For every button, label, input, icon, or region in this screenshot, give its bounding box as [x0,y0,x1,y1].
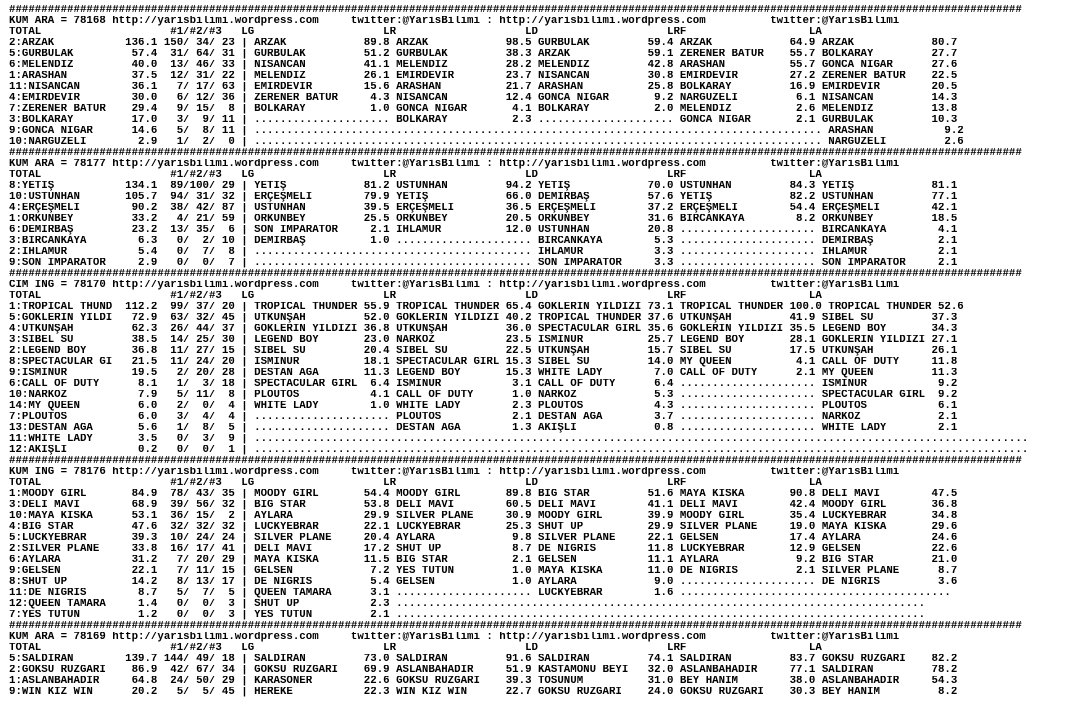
result-row: 3:BİRCANKAYA 6.3 0/ 2/ 10 | DEMİRBAŞ 1.0 ..................... BİRCANKAYA 5.3 ..................... DEMİRBAŞ 2.1 [9,236,958,247]
result-row: 3:DELİ MAVİ 68.9 39/ 56/ 32 | BIG STAR 53.8 DELİ MAVİ 60.5 DELİ MAVİ 41.1 DELİ MAVİ 42.4 MOODY GIRL 36.8 [9,500,958,511]
result-row: 6:DEMİRBAŞ 23.2 13/ 35/ 6 | SON İMPARATOR 2.1 IHLAMUR 12.0 ÜSTÜNHAN 20.8 ..................... BİRCANKAYA 4.1 [9,225,958,236]
result-row: 8:SHUT UP 14.2 8/ 13/ 17 | DE NİGRİS 5.4 GELSEN 1.0 AYLARA 9.0 ..................... DE NİGRİS 3.6 [9,577,958,588]
result-row: 4:BIG STAR 47.6 32/ 32/ 32 | LUCKYEBRAR 22.1 LUCKYEBRAR 25.3 SHUT UP 29.9 SILVER PLANE 19.0 MAYA KISKA 29.6 [9,522,958,533]
section-separator: ############################################################################################################################################################# [9,621,1022,632]
result-row: 4:UTKUNŞAH 62.3 26/ 44/ 37 | GÖKLERİN YILDIZI 36.8 UTKUNŞAH 36.0 SPECTACULAR GIRL 35.6 GÖKLERİN YILDIZI 35.5 LEGEND BOY 34.3 [9,324,958,335]
result-row: 13:DESTAN AGA 5.6 1/ 8/ 5 | ..................... DESTAN AGA 1.3 AKIŞLI 0.8 ..................... WHITE LADY 2.1 [9,423,958,434]
result-row: 8:YETİŞ 134.1 89/100/ 29 | YETİŞ 81.2 ÜSTÜNHAN 94.2 YETİŞ 70.0 ÜSTÜNHAN 84.3 YETİŞ 81.1 [9,181,958,192]
result-row: 2:LEGEND BOY 36.8 11/ 27/ 15 | SİBEL SU 20.4 SİBEL SU 22.5 UTKUNŞAH 15.7 SİBEL SU 17.5 UTKUNŞAH 26.1 [9,346,958,357]
race-header-line: CIM ING = 78170 http://yarisbilimi.wordpress.com twitter:@YarisBilimi : http://yarisbilimi.wordpress.com twitter:@YarisBilimi [9,280,900,291]
result-row: 1:TROPICAL THUND 112.2 99/ 37/ 20 | TROPICAL THUNDER 55.9 TROPICAL THUNDER 65.4 GÖKLERİN YILDIZI 73.1 TROPICAL THUNDER 100.0 TROPICAL THUNDER 52.6 [9,302,964,313]
result-row: 10:ÜSTÜNHAN 105.7 94/ 31/ 32 | ERÇEŞMELİ 79.9 YETİŞ 66.0 DEMİRBAŞ 57.6 YETİŞ 82.2 ÜSTÜNHAN 77.1 [9,192,958,203]
result-row: 2:GÖKSU RÜZGARI 86.9 42/ 67/ 34 | GÖKSU RÜZGARI 69.9 ASLANBAHADIR 51.9 KASTAMONU BEYİ 32.0 ASLANBAHADIR 77.1 SALDIRAN 78.2 [9,665,958,676]
section-separator: ############################################################################################################################################################# [9,148,1022,159]
result-row: 6:MELENDIZ 40.0 13/ 46/ 33 | NİSANCAN 41.1 MELENDIZ 28.2 MELENDIZ 42.8 ARASHAN 55.7 GONCA NİGAR 27.6 [9,60,958,71]
result-row: 10:MAYA KISKA 53.1 36/ 15/ 2 | AYLARA 29.9 SILVER PLANE 30.9 MOODY GIRL 39.9 MOODY GIRL 35.4 LUCKYEBRAR 34.8 [9,511,958,522]
race-header-line: KUM ARA = 78168 http://yarisbilimi.wordpress.com twitter:@YarisBilimi : http://yarisbilimi.wordpress.com twitter:@YarisBilimi [9,16,900,27]
result-row: 1:ARASHAN 37.5 12/ 31/ 22 | MELENDIZ 26.1 EMİRDEVİR 23.7 NİSANCAN 30.8 EMİRDEVİR 27.2 ZERENER BATUR 22.5 [9,71,958,82]
result-row: 2:ARZAK 136.1 150/ 34/ 23 | ARZAK 89.8 ARZAK 98.5 GÜRBULAK 59.4 ARZAK 64.9 ARZAK 80.7 [9,38,958,49]
result-row: 2:IHLAMUR 5.4 0/ 7/ 8 | ........................................... IHLAMUR 3.3 ..................... IHLAMUR 2.1 [9,247,958,258]
race-header-line: KUM ARA = 78177 http://yarisbilimi.wordpress.com twitter:@YarisBilimi : http://yarisbilimi.wordpress.com twitter:@YarisBilimi [9,159,900,170]
column-header-line: TOTAL #1/#2/#3 LG LR LD LRF LA [9,27,822,38]
race-header-line: KUM ING = 78176 http://yarisbilimi.wordpress.com twitter:@YarisBilimi : http://yarisbilimi.wordpress.com twitter:@YarisBilimi [9,467,900,478]
result-row: 11:NİSANCAN 36.1 7/ 17/ 63 | EMİRDEVİR 15.6 ARASHAN 21.7 ARASHAN 25.8 BOLKARAY 16.9 EMİRDEVİR 20.5 [9,82,958,93]
result-row: 4:ERÇEŞMELİ 90.2 38/ 42/ 87 | ÜSTÜNHAN 39.5 ERÇEŞMELİ 36.5 ERÇEŞMELİ 37.2 ERÇEŞMELİ 54.4 ERÇEŞMELİ 42.1 [9,203,958,214]
result-row: 3:SİBEL SU 38.5 14/ 25/ 30 | LEGEND BOY 23.0 NARKOZ 23.5 İSMİNUR 25.7 LEGEND BOY 28.1 GÖKLERİN YILDIZI 27.1 [9,335,958,346]
result-row: 7:ZERENER BATUR 29.4 9/ 15/ 8 | BOLKARAY 1.0 GONCA NİGAR 4.1 BOLKARAY 2.0 MELENDIZ 2.6 MELENDIZ 13.8 [9,104,958,115]
result-row: 5:LUCKYEBRAR 39.3 10/ 24/ 24 | SILVER PLANE 20.4 AYLARA 9.8 SILVER PLANE 22.1 GELSEN 17.4 AYLARA 24.6 [9,533,958,544]
result-row: 9:İSMİNUR 19.5 2/ 20/ 28 | DESTAN AGA 11.3 LEGEND BOY 15.3 WHITE LADY 7.0 CALL OF DUTY 2.1 MY QUEEN 11.3 [9,368,958,379]
result-row: 10:NARGÜZELİ 2.9 1/ 2/ 0 | ........................................................................................ NARGÜZELİ 2.6 [9,137,964,148]
result-row: 5:GÜRBULAK 57.4 31/ 64/ 31 | GÜRBULAK 51.2 GÜRBULAK 38.3 ARZAK 59.1 ZERENER BATUR 55.7 BOLKARAY 27.7 [9,49,958,60]
column-header-line: TOTAL #1/#2/#3 LG LR LD LRF LA [9,478,822,489]
result-row: 1:ASLANBAHADIR 64.8 24/ 50/ 29 | KARASONER 22.6 GÖKSU RÜZGARI 39.3 TOSUNUM 31.0 BEY HANIM 38.0 ASLANBAHADIR 54.3 [9,676,958,687]
result-row: 8:SPECTACULAR GI 21.5 11/ 24/ 20 | İSMİNUR 18.1 SPECTACULAR GIRL 15.3 SİBEL SU 14.0 MY QUEEN 4.1 CALL OF DUTY 11.8 [9,357,958,368]
result-row: 9:SON İMPARATOR 2.9 0/ 0/ 7 | ........................................... SON İMPARATOR 3.3 ..................... SON İMPARATOR 2.1 [9,258,958,269]
result-row: 9:GONCA NİGAR 14.6 5/ 8/ 11 | ........................................................................................ ARASHAN 9.2 [9,126,964,137]
result-row: 6:CALL OF DUTY 8.1 1/ 3/ 18 | SPECTACULAR GIRL 6.4 İSMİNUR 3.1 CALL OF DUTY 6.4 ..................... İSMİNUR 9.2 [9,379,958,390]
result-row: 5:SALDIRAN 139.7 144/ 49/ 18 | SALDIRAN 73.0 SALDIRAN 91.6 SALDIRAN 74.1 SALDIRAN 83.7 GÖKSU RÜZGARI 82.2 [9,654,958,665]
result-row: 6:AYLARA 31.2 7/ 20/ 29 | MAYA KISKA 11.5 BIG STAR 2.1 GELSEN 11.1 AYLARA 9.2 BIG STAR 21.0 [9,555,958,566]
section-separator: ############################################################################################################################################################# [9,5,1022,16]
result-row: 5:GÖKLERİN YILDI 72.9 63/ 32/ 45 | UTKUNŞAH 52.0 GÖKLERİN YILDIZI 40.2 TROPICAL THUNDER 37.6 UTKUNŞAH 41.9 SİBEL SU 37.3 [9,313,958,324]
result-row: 1:MOODY GIRL 84.9 78/ 43/ 35 | MOODY GIRL 54.4 MOODY GIRL 89.8 BIG STAR 51.6 MAYA KISKA 90.8 DELİ MAVİ 47.5 [9,489,958,500]
section-separator: ############################################################################################################################################################# [9,269,1022,280]
result-row: 1:ORKUNBEY 33.2 4/ 21/ 59 | ORKUNBEY 25.5 ORKUNBEY 20.5 ORKUNBEY 31.6 BİRCANKAYA 8.2 ORKUNBEY 18.5 [9,214,958,225]
race-report-sheet [9,5,1071,698]
result-row: 4:EMİRDEVİR 30.0 6/ 12/ 36 | ZERENER BATUR 4.3 NİSANCAN 12.4 GONCA NİGAR 9.2 NARGÜZELİ 6.1 NİSANCAN 14.3 [9,93,958,104]
column-header-line: TOTAL #1/#2/#3 LG LR LD LRF LA [9,643,822,654]
column-header-line: TOTAL #1/#2/#3 LG LR LD LRF LA [9,170,822,181]
section-separator: ############################################################################################################################################################# [9,456,1022,467]
column-header-line: TOTAL #1/#2/#3 LG LR LD LRF LA [9,291,822,302]
result-row: 11:WHITE LADY 3.5 0/ 3/ 9 | ........................................................................................................................ [9,434,1029,445]
result-row: 12:QUEEN TAMARA 1.4 0/ 0/ 3 | SHUT UP 2.3 .................................................................................. [9,599,926,610]
result-row: 10:NARKOZ 7.9 5/ 11/ 8 | PLOUTOS 4.1 CALL OF DUTY 1.0 NARKOZ 5.3 ..................... SPECTACULAR GIRL 9.2 [9,390,958,401]
result-row: 11:DE NİGRİS 8.7 5/ 7/ 5 | QUEEN TAMARA 3.1 ..................... LUCKYEBRAR 1.6 .......................................... [9,588,951,599]
result-row: 12:AKIŞLI 0.2 0/ 0/ 1 | ........................................................................................................................ [9,445,1029,456]
race-header-line: KUM ARA = 78169 http://yarisbilimi.wordpress.com twitter:@YarisBilimi : http://yarisbilimi.wordpress.com twitter:@YarisBilimi [9,632,900,643]
result-row: 9:GELSEN 22.1 7/ 11/ 15 | GELSEN 7.2 YES TÜTÜN 1.0 MAYA KISKA 11.0 DE NİGRİS 2.1 SILVER PLANE 8.7 [9,566,958,577]
result-row: 3:BOLKARAY 17.0 3/ 9/ 11 | ..................... BOLKARAY 2.3 ..................... GONCA NİGAR 2.1 GÜRBULAK 10.3 [9,115,958,126]
result-row: 9:WIN KIZ WIN 20.2 5/ 5/ 45 | HEREKE 22.3 WIN KIZ WIN 22.7 GÖKSU RÜZGARI 24.0 GÖKSU RÜZGARI 30.3 BEY HANIM 8.2 [9,687,958,698]
result-row: 14:MY QUEEN 6.0 2/ 0/ 4 | WHITE LADY 1.0 WHITE LADY 2.3 PLOUTOS 4.3 ..................... PLOUTOS 6.1 [9,401,958,412]
result-row: 7:YES TÜTÜN 1.2 0/ 0/ 3 | YES TÜTÜN 2.1 .................................................................................. [9,610,926,621]
result-row: 7:PLOUTOS 6.0 3/ 4/ 4 | ..................... PLOUTOS 2.1 DESTAN AGA 3.7 ..................... NARKOZ 2.1 [9,412,958,423]
result-row: 2:SILVER PLANE 33.8 16/ 17/ 41 | DELİ MAVİ 17.2 SHUT UP 8.7 DE NİGRİS 11.8 LUCKYEBRAR 12.9 GELSEN 22.6 [9,544,958,555]
